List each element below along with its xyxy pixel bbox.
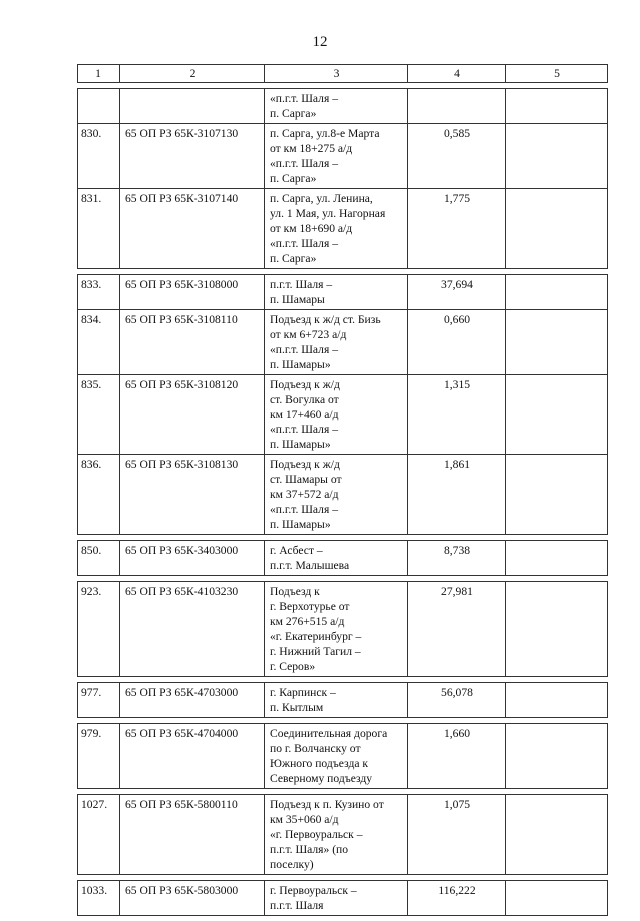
note-cell [505, 541, 607, 575]
road-code: 65 ОП РЗ 65К-3108110 [119, 310, 264, 374]
header-col-3: 3 [264, 65, 407, 82]
road-length: 0,660 [407, 310, 505, 374]
road-length: 1,075 [407, 795, 505, 874]
road-length: 27,981 [407, 582, 505, 676]
table-group [77, 723, 608, 789]
row-number: 977. [81, 686, 102, 699]
page-number: 12 [312, 34, 328, 50]
row-number: 979. [81, 727, 102, 740]
table-group [77, 540, 608, 576]
table-row [78, 275, 607, 309]
table-row [78, 374, 607, 454]
road-length: 37,694 [407, 275, 505, 309]
road-length: 56,078 [407, 683, 505, 717]
road-code: 65 ОП РЗ 65К-5803000 [119, 881, 264, 915]
note-cell [505, 89, 607, 123]
note-cell [505, 275, 607, 309]
header-col-4: 4 [407, 65, 505, 82]
note-cell [505, 124, 607, 188]
note-cell [505, 881, 607, 915]
note-cell [505, 582, 607, 676]
road-length: 1,775 [407, 189, 505, 268]
road-name: п.г.т. Шаля – п. Шамары [264, 275, 407, 309]
table-group [77, 581, 608, 677]
row-number: 830. [81, 127, 102, 140]
road-name: г. Карпинск – п. Кытлым [264, 683, 407, 717]
road-code: 65 ОП РЗ 65К-4103230 [119, 582, 264, 676]
road-code: 65 ОП РЗ 65К-4703000 [119, 683, 264, 717]
road-name: «п.г.т. Шаля – п. Сарга» [264, 89, 407, 123]
road-code: 65 ОП РЗ 65К-4704000 [119, 724, 264, 788]
road-code [119, 89, 264, 123]
road-length: 116,222 [407, 881, 505, 915]
road-length [407, 89, 505, 123]
header-col-1: 1 [95, 67, 101, 80]
note-cell [505, 683, 607, 717]
table-row [78, 541, 607, 575]
header-col-2: 2 [119, 65, 264, 82]
road-name: г. Асбест – п.г.т. Малышева [264, 541, 407, 575]
road-length: 1,660 [407, 724, 505, 788]
roads-table [77, 64, 608, 921]
table-group [77, 880, 608, 916]
road-name: Соединительная дорога по г. Волчанску от Южного подъезда к Северному подъезду [264, 724, 407, 788]
table-row [78, 724, 607, 788]
table-row [78, 881, 607, 915]
road-name: г. Первоуральск – п.г.т. Шаля [264, 881, 407, 915]
table-row [78, 123, 607, 188]
table-group [77, 794, 608, 875]
road-name: Подъезд к п. Кузино от км 35+060 а/д «г. Первоуральск – п.г.т. Шаля» (по поселку) [264, 795, 407, 874]
road-name: Подъезд к ж/д ст. Бизь от км 6+723 а/д «п.г.т. Шаля – п. Шамары» [264, 310, 407, 374]
table-row [78, 309, 607, 374]
road-length: 0,585 [407, 124, 505, 188]
note-cell [505, 795, 607, 874]
row-number: 831. [81, 192, 102, 205]
road-length: 8,738 [407, 541, 505, 575]
row-number: 850. [81, 544, 102, 557]
table-header [77, 64, 608, 83]
header-col-5: 5 [505, 65, 607, 82]
road-code: 65 ОП РЗ 65К-3108000 [119, 275, 264, 309]
road-name: п. Сарга, ул. Ленина, ул. 1 Мая, ул. Нагорная от км 18+690 а/д «п.г.т. Шаля – п. Сарга» [264, 189, 407, 268]
row-number: 833. [81, 278, 102, 291]
row-number: 836. [81, 458, 102, 471]
road-code: 65 ОП РЗ 65К-3403000 [119, 541, 264, 575]
table-group [77, 274, 608, 535]
road-code: 65 ОП РЗ 65К-3107130 [119, 124, 264, 188]
note-cell [505, 724, 607, 788]
note-cell [505, 455, 607, 534]
row-number: 835. [81, 378, 102, 391]
table-row [78, 89, 607, 123]
road-length: 1,315 [407, 375, 505, 454]
road-name: п. Сарга, ул.8-е Марта от км 18+275 а/д «п.г.т. Шаля – п. Сарга» [264, 124, 407, 188]
note-cell [505, 189, 607, 268]
table-group [77, 88, 608, 269]
header-row [78, 65, 607, 82]
row-number [78, 89, 119, 123]
row-number: 1033. [81, 884, 108, 897]
road-code: 65 ОП РЗ 65К-3108120 [119, 375, 264, 454]
table-row [78, 188, 607, 268]
road-code: 65 ОП РЗ 65К-5800110 [119, 795, 264, 874]
road-name: Подъезд к г. Верхотурье от км 276+515 а/д «г. Екатеринбург – г. Нижний Тагил – г. Серов» [264, 582, 407, 676]
road-name: Подъезд к ж/д ст. Шамары от км 37+572 а/д «п.г.т. Шаля – п. Шамары» [264, 455, 407, 534]
road-code: 65 ОП РЗ 65К-3108130 [119, 455, 264, 534]
table-row [78, 582, 607, 676]
note-cell [505, 310, 607, 374]
row-number: 834. [81, 313, 102, 326]
row-number: 923. [81, 585, 102, 598]
table-group [77, 682, 608, 718]
note-cell [505, 375, 607, 454]
table-row [78, 683, 607, 717]
table-row [78, 454, 607, 534]
road-length: 1,861 [407, 455, 505, 534]
road-code: 65 ОП РЗ 65К-3107140 [119, 189, 264, 268]
row-number: 1027. [81, 798, 108, 811]
table-row [78, 795, 607, 874]
road-name: Подъезд к ж/д ст. Вогулка от км 17+460 а/д «п.г.т. Шаля – п. Шамары» [264, 375, 407, 454]
